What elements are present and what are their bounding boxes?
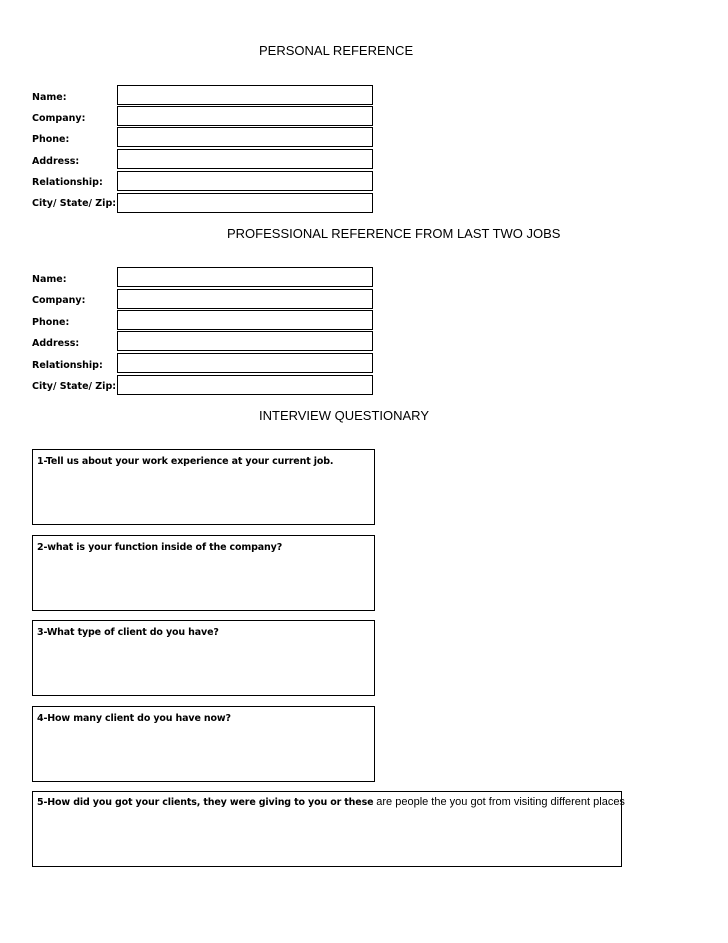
question-4-text: 4-How many client do you have now? [37,713,231,724]
personal-relationship-field[interactable] [117,171,373,191]
question-5-text: 5-How did you got your clients, they were giving to you or these are people the you got from visiting different places [37,796,625,808]
question-5-continuation: are people the you got from visiting different places [376,796,625,808]
personal-address-field[interactable] [117,149,373,169]
personal-name-label: Name: [32,92,67,103]
professional-address-label: Address: [32,338,80,349]
personal-city-state-zip-label: City/ State/ Zip: [32,198,117,209]
professional-city-state-zip-field[interactable] [117,375,373,395]
personal-reference-title: PERSONAL REFERENCE [259,43,414,58]
professional-company-label: Company: [32,295,86,306]
professional-address-field[interactable] [117,331,373,351]
question-5-answer-box[interactable] [32,791,625,867]
question-3-text: 3-What type of client do you have? [37,627,219,638]
personal-phone-field[interactable] [117,127,373,147]
personal-relationship-label: Relationship: [32,177,103,188]
question-2-text: 2-what is your function inside of the company? [37,542,283,553]
personal-name-field[interactable] [117,85,373,105]
question-4-answer-box[interactable] [32,706,375,782]
question-2-answer-box[interactable] [32,535,375,611]
personal-address-label: Address: [32,156,80,167]
professional-name-label: Name: [32,274,67,285]
professional-relationship-field[interactable] [117,353,373,373]
question-3-answer-box[interactable] [32,620,375,696]
professional-reference-title: PROFESSIONAL REFERENCE FROM LAST TWO JOBS [227,226,561,241]
personal-company-field[interactable] [117,106,373,126]
personal-company-label: Company: [32,113,86,124]
question-1-answer-box[interactable] [32,449,375,525]
interview-questionary-title: INTERVIEW QUESTIONARY [259,408,429,423]
professional-name-field[interactable] [117,267,373,287]
professional-phone-field[interactable] [117,310,373,330]
personal-phone-label: Phone: [32,134,70,145]
professional-company-field[interactable] [117,289,373,309]
personal-city-state-zip-field[interactable] [117,193,373,213]
professional-phone-label: Phone: [32,317,70,328]
question-1-text: 1-Tell us about your work experience at your current job. [37,456,334,467]
professional-city-state-zip-label: City/ State/ Zip: [32,381,117,392]
professional-relationship-label: Relationship: [32,360,103,371]
